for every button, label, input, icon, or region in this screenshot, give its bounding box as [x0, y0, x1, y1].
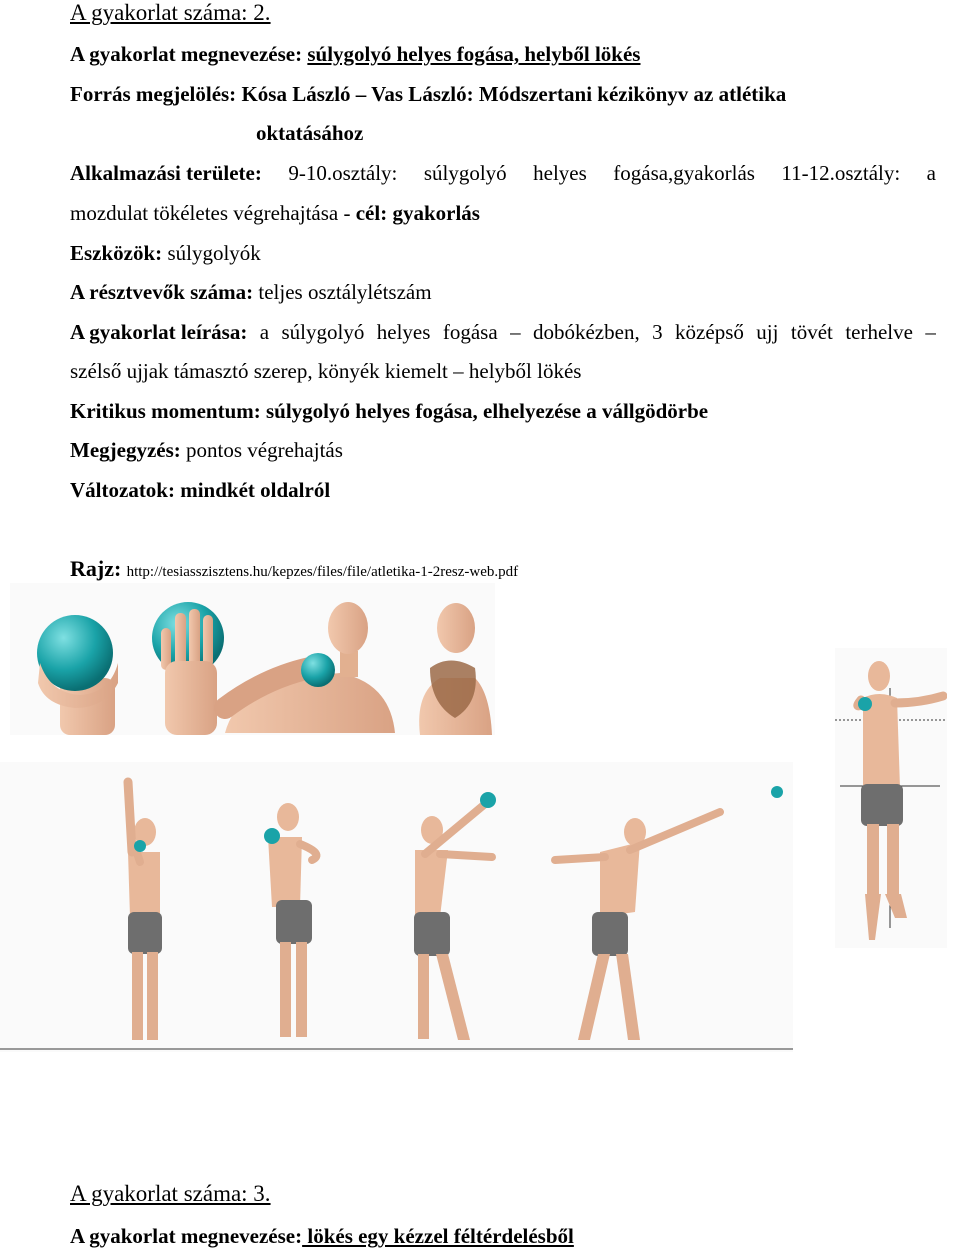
application-word: súlygolyó: [423, 161, 507, 185]
application-word: 11-12.osztály:: [781, 161, 901, 185]
drawing-url[interactable]: http://tesiasszisztens.hu/kepzes/files/file/atletika-1-2resz-web.pdf: [126, 564, 519, 580]
exercise-number-heading: A gyakorlat száma: 2.: [70, 0, 271, 25]
note-label: Megjegyzés:: [70, 438, 181, 462]
application-word: fogása,gyakorlás: [613, 161, 755, 185]
application-word: helyes: [533, 161, 587, 185]
application-line-2: [70, 200, 480, 226]
exercise-name-line: [70, 41, 640, 67]
description-word: ujj: [756, 320, 779, 344]
description-word: 3: [652, 320, 663, 344]
participants-label: A résztvevők száma:: [70, 280, 254, 304]
source-label: Forrás megjelölés:: [70, 82, 237, 106]
participants-line: [70, 279, 432, 305]
source-value-continued: oktatásához: [256, 121, 364, 145]
description-word: –: [510, 320, 521, 344]
tools-line: [70, 240, 261, 266]
sequence-figure-4: [555, 786, 783, 1040]
source-line: [70, 81, 786, 107]
ball-at-neck-figure: [225, 602, 395, 733]
description-label: A gyakorlat leírása:: [70, 320, 248, 344]
front-view-figure: [835, 648, 947, 948]
tools-label: Eszközök:: [70, 241, 163, 265]
variants-line: Változatok: mindkét oldalról: [70, 478, 331, 502]
grip-illustration: [10, 583, 495, 735]
description-word: tövét: [790, 320, 833, 344]
drawing-label: Rajz:: [70, 556, 122, 581]
description-line-2: szélső ujjak támasztó szerep, könyék kiemelt – helyből lökés: [70, 359, 582, 383]
exercise-3-number-heading: A gyakorlat száma: 3.: [70, 1181, 271, 1206]
note-value: pontos végrehajtás: [186, 438, 343, 462]
application-word: a: [926, 161, 936, 185]
participants-value: teljes osztálylétszám: [258, 280, 432, 304]
exercise-name-value: súlygolyó helyes fogása, helyből lökés: [307, 42, 641, 66]
application-line: [70, 160, 936, 186]
neck-muscle-figure: [419, 603, 492, 735]
application-word: 9-10.osztály:: [288, 161, 398, 185]
description-word: terhelve: [845, 320, 913, 344]
application-goal-bold: cél: gyakorlás: [355, 201, 480, 225]
hand-back-view: [152, 602, 224, 735]
description-word: a: [259, 320, 270, 344]
exercise-3-name-line: [70, 1223, 574, 1249]
description-word: helyes: [376, 320, 431, 344]
sequence-figure-3: [414, 792, 496, 1040]
sequence-figure-1: [128, 782, 162, 1040]
exercise-name-label: A gyakorlat megnevezése:: [70, 42, 303, 66]
note-line: [70, 437, 343, 463]
throw-sequence-illustration: [0, 762, 793, 1052]
drawing-line: [70, 556, 518, 585]
exercise-3-name-value: lökés egy kézzel féltérdelésből: [302, 1224, 574, 1248]
description-word: súlygolyó: [281, 320, 365, 344]
description-line: [70, 319, 936, 345]
description-word: dobókézben,: [532, 320, 640, 344]
critical-moment: Kritikus momentum: súlygolyó helyes fogása, elhelyezése a vállgödörbe: [70, 399, 709, 423]
sequence-figure-2: [264, 803, 316, 1037]
hand-front-view: [37, 615, 118, 735]
description-word: –: [925, 320, 936, 344]
source-value: Kósa László – Vas László: Módszertani kézikönyv az atlétika: [241, 82, 787, 106]
description-word: középső: [675, 320, 744, 344]
description-word: fogása: [442, 320, 498, 344]
exercise-3-name-label: A gyakorlat megnevezése:: [70, 1224, 303, 1248]
application-label: Alkalmazási területe:: [70, 161, 262, 185]
tools-value: súlygolyók: [167, 241, 261, 265]
application-goal-text: mozdulat tökéletes végrehajtása -: [70, 201, 356, 225]
